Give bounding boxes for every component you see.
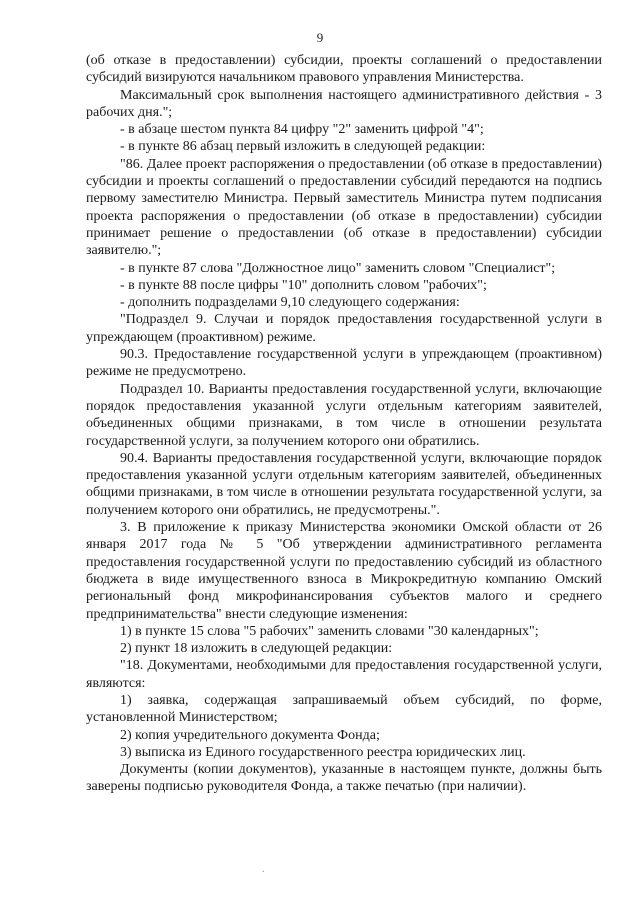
paragraph: Максимальный срок выполнения настоящего административного действия - 3 рабочих дня."; [86,87,602,120]
paragraph: 90.3. Предоставление государственной услуги в упреждающем (проактивном) режиме не предусмотрено. [86,347,602,380]
paragraph: (об отказе в предоставлении) субсидии, проекты соглашений о предоставлении субсидий визируются начальником правового управления Министерства. [86,53,602,86]
paragraph: - в пункте 88 после цифры "10" дополнить словом "рабочих"; [120,277,487,293]
paragraph: 3. В приложение к приказу Министерства экономики Омской области от 26 января 2017 года № 5 "Об утверждении административного регламента предоставления государственной услуги по предоставлению субсидий из областного бюджета в виде имущественного взноса в Микрокредитную компанию Омский региональный фонд микрофинансирования субъектов малого и среднего предпринимательства" внести следующие изменения: [86,520,602,622]
paragraph: - в пункте 87 слова "Должностное лицо" заменить словом "Специалист"; [120,260,556,276]
paragraph: - в пункте 86 абзац первый изложить в следующей редакции: [120,139,486,155]
paragraph: "18. Документами, необходимыми для предоставления государственной услуги, являются: [86,658,602,691]
paragraph: - дополнить подразделами 9,10 следующего содержания: [120,295,460,311]
paragraph: 1) в пункте 15 слова "5 рабочих" заменить словами "30 календарных"; [120,623,539,639]
paragraph: Подраздел 10. Варианты предоставления государственной услуги, включающие порядок предоставления указанной услуги отдельным категориям заявителей, объединенных общими признаками, в том числе в отношении результата государственной услуги, за получением которого они обратились. [86,381,602,449]
document-body [86,52,602,796]
paragraph: 2) копия учредительного документа Фонда; [120,727,380,743]
paragraph: 3) выписка из Единого государственного реестра юридических лиц. [120,744,526,760]
paragraph: 2) пункт 18 изложить в следующей редакции: [120,641,393,657]
paragraph: - в абзаце шестом пункта 84 цифру "2" заменить цифрой "4"; [120,122,484,138]
paragraph: 90.4. Варианты предоставления государственной услуги, включающие порядок предоставления указанной услуги отдельным категориям заявителей, объединенных общими признаками, в том числе в отношении результата государственной услуги, за получением которого они обратились, не предусмотрены.". [86,450,602,518]
paragraph: 1) заявка, содержащая запрашиваемый объем субсидий, по форме, установленной Министерством; [86,692,602,726]
footer-mark: . [262,864,265,875]
paragraph: "Подраздел 9. Случаи и порядок предоставления государственной услуги в упреждающем (проактивном) режиме. [86,312,602,345]
paragraph: "86. Далее проект распоряжения о предоставлении (об отказе в предоставлении) субсидии и проекты соглашений о предоставлении субсидий передаются на подпись первому заместителю Министра. Первый заместитель Министра путем подписания проекта распоряжения о предоставлении (об отказе в предоставлении) субсидии принимает решение о предоставлении (об отказе в предоставлении) субсидии заявителю."; [86,156,602,259]
paragraph: Документы (копии документов), указанные в настоящем пункте, должны быть заверены подписью руководителя Фонда, а также печатью (при наличии). [86,762,602,795]
page-number: 9 [316,30,324,45]
